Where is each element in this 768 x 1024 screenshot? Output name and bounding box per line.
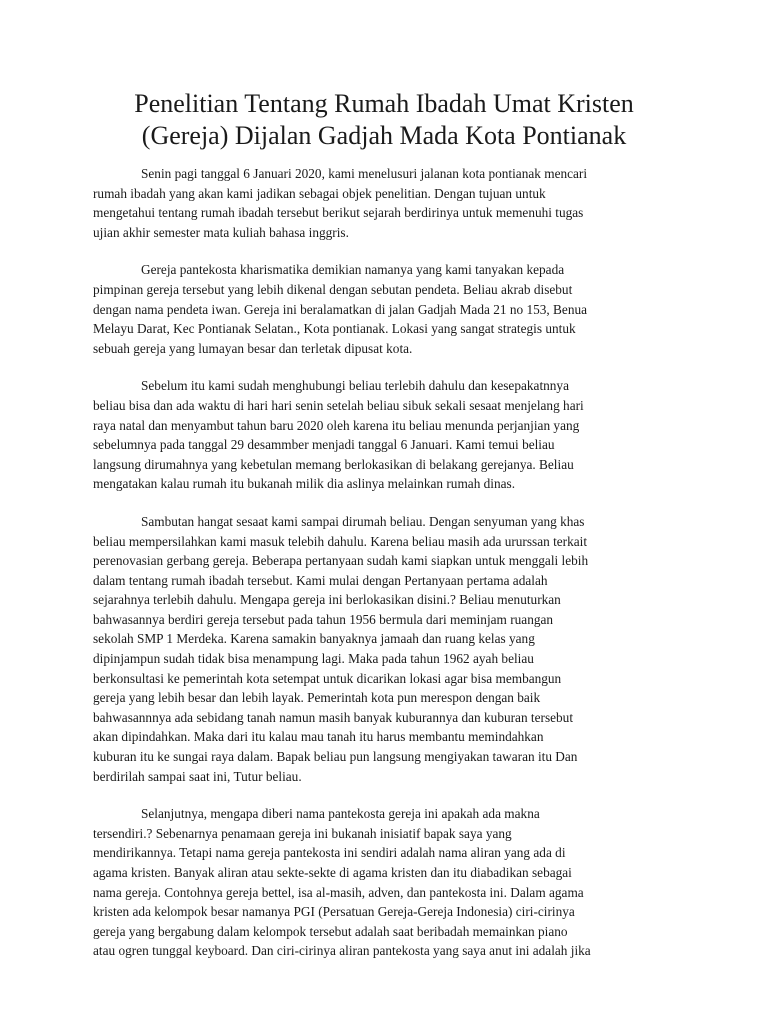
paragraph-line: Gereja pantekosta kharismatika demikian namanya yang kami tanyakan kepada [141, 262, 565, 278]
paragraph-line: mendirikannya. Tetapi nama gereja pantekosta ini sendiri adalah nama aliran yang ada di [93, 845, 566, 861]
paragraph-line: agama kristen. Banyak aliran atau sekte-sekte di agama kristen dan itu diabadikan sebagai [93, 865, 572, 880]
document-title [60, 88, 708, 152]
paragraph-line: mengetahui tentang rumah ibadah tersebut berikut sejarah berdirinya untuk memenuhi tugas [93, 205, 584, 221]
paragraph-line: sebelumnya pada tanggal 29 desammber menjadi tanggal 6 Januari. Kami temui beliau [93, 437, 555, 453]
paragraph-line: pimpinan gereja tersebut yang lebih dikenal dengan sebutan pendeta. Beliau akrab disebut [93, 281, 573, 297]
paragraph-line: perenovasian gerbang gereja. Beberapa pertanyaan sudah kami siapkan untuk menggali lebih [93, 553, 589, 569]
paragraph-line: mengatakan kalau rumah itu bukanah milik dia aslinya melainkan rumah dinas. [93, 476, 516, 492]
paragraph-line: beliau mempersilahkan kami masuk telebih dahulu. Karena beliau masih ada ururssan terkait [93, 533, 588, 549]
paragraph-line: Sebelum itu kami sudah menghubungi beliau terlebih dahulu dan kesepakatnnya [141, 378, 569, 394]
paragraph-line: Melayu Darat, Kec Pontianak Selatan., Kota pontianak. Lokasi yang sangat strategis untuk [93, 321, 576, 337]
paragraph-line: langsung dirumahnya yang kebetulan memang berlokasikan di belakang gerejanya. Beliau [93, 456, 574, 472]
paragraph-line: bahwasannnya ada sebidang tanah namun masih banyak kuburannya dan kuburan tersebut [93, 709, 574, 725]
paragraph-line: sebuah gereja yang lumayan besar dan terletak dipusat kota. [93, 340, 413, 356]
paragraph-line: berdirilah sampai saat ini, Tutur beliau. [93, 768, 302, 784]
paragraph [93, 376, 693, 494]
paragraph-line: tersendiri.? Sebenarnya penamaan gereja ini bukanah inisiatif bapak saya yang [93, 825, 512, 841]
paragraph-line: kuburan itu ke sungai raya dalam. Bapak beliau pun langsung mengiyakan tawaran itu Dan [93, 749, 578, 765]
paragraph-line: beliau bisa dan ada waktu di hari hari senin setelah beliau sibuk sekali sesaat menjelang hari [93, 397, 584, 413]
title-line-2: (Gereja) Dijalan Gadjah Mada Kota Pontianak [141, 121, 627, 150]
paragraph [93, 512, 693, 786]
paragraph-line: Selanjutnya, mengapa diberi nama pantekosta gereja ini apakah ada makna [141, 806, 540, 822]
paragraph-line: Senin pagi tanggal 6 Januari 2020, kami menelusuri jalanan kota pontianak mencari [141, 166, 588, 181]
document-body [93, 164, 693, 979]
paragraph-line: bahwasannya berdiri gereja tersebut pada tahun 1956 bermula dari meminjam ruangan [93, 611, 554, 627]
paragraph [93, 804, 693, 961]
paragraph-line: rumah ibadah yang akan kami jadikan sebagai objek penelitian. Dengan tujuan untuk [93, 185, 546, 201]
paragraph-line: sejarahnya terlebih dahulu. Mengapa gereja ini berlokasikan disini.? Beliau menuturkan [93, 592, 561, 608]
paragraph-line: Sambutan hangat sesaat kami sampai dirumah beliau. Dengan senyuman yang khas [141, 513, 585, 529]
title-line-1: Penelitian Tentang Rumah Ibadah Umat Kristen [134, 89, 634, 118]
paragraph [93, 164, 693, 242]
paragraph [93, 260, 693, 358]
paragraph-line: raya natal dan menyambut tahun baru 2020 oleh karena itu beliau menunda perjanjian yang [93, 417, 580, 433]
paragraph-line: dalam tentang rumah ibadah tersebut. Kami mulai dengan Pertanyaan pertama adalah [93, 572, 548, 588]
paragraph-line: nama gereja. Contohnya gereja bettel, isa al-masih, adven, dan pantekosta ini. Dalam agama [93, 884, 584, 900]
paragraph-line: dipinjampun sudah tidak bisa menampung lagi. Maka pada tahun 1962 ayah beliau [93, 651, 534, 667]
paragraph-line: atau ogren tunggal keyboard. Dan ciri-cirinya aliran pantekosta yang saya anut ini adalah jika [93, 943, 591, 959]
paragraph-line: berkonsultasi ke pemerintah kota setempat untuk dicarikan lokasi agar bisa membangun [93, 670, 562, 686]
paragraph-line: ujian akhir semester mata kuliah bahasa inggris. [93, 224, 349, 240]
paragraph-line: dengan nama pendeta iwan. Gereja ini beralamatkan di jalan Gadjah Mada 21 no 153, Benua [93, 301, 588, 317]
paragraph-line: gereja yang lebih besar dan lebih layak. Pemerintah kota pun merespon dengan baik [93, 690, 541, 706]
paragraph-line: kristen ada kelompok besar namanya PGI (Persatuan Gereja-Gereja Indonesia) ciri-cirinya [93, 904, 575, 920]
paragraph-line: sekolah SMP 1 Merdeka. Karena samakin banyaknya jamaah dan ruang kelas yang [93, 631, 535, 647]
paragraph-line: gereja yang bergabung dalam kelompok tersebut adalah saat beribadah memainkan piano [93, 923, 568, 939]
paragraph-line: akan dipindahkan. Maka dari itu kalau mau tanah itu harus membantu memindahkan [93, 729, 544, 745]
